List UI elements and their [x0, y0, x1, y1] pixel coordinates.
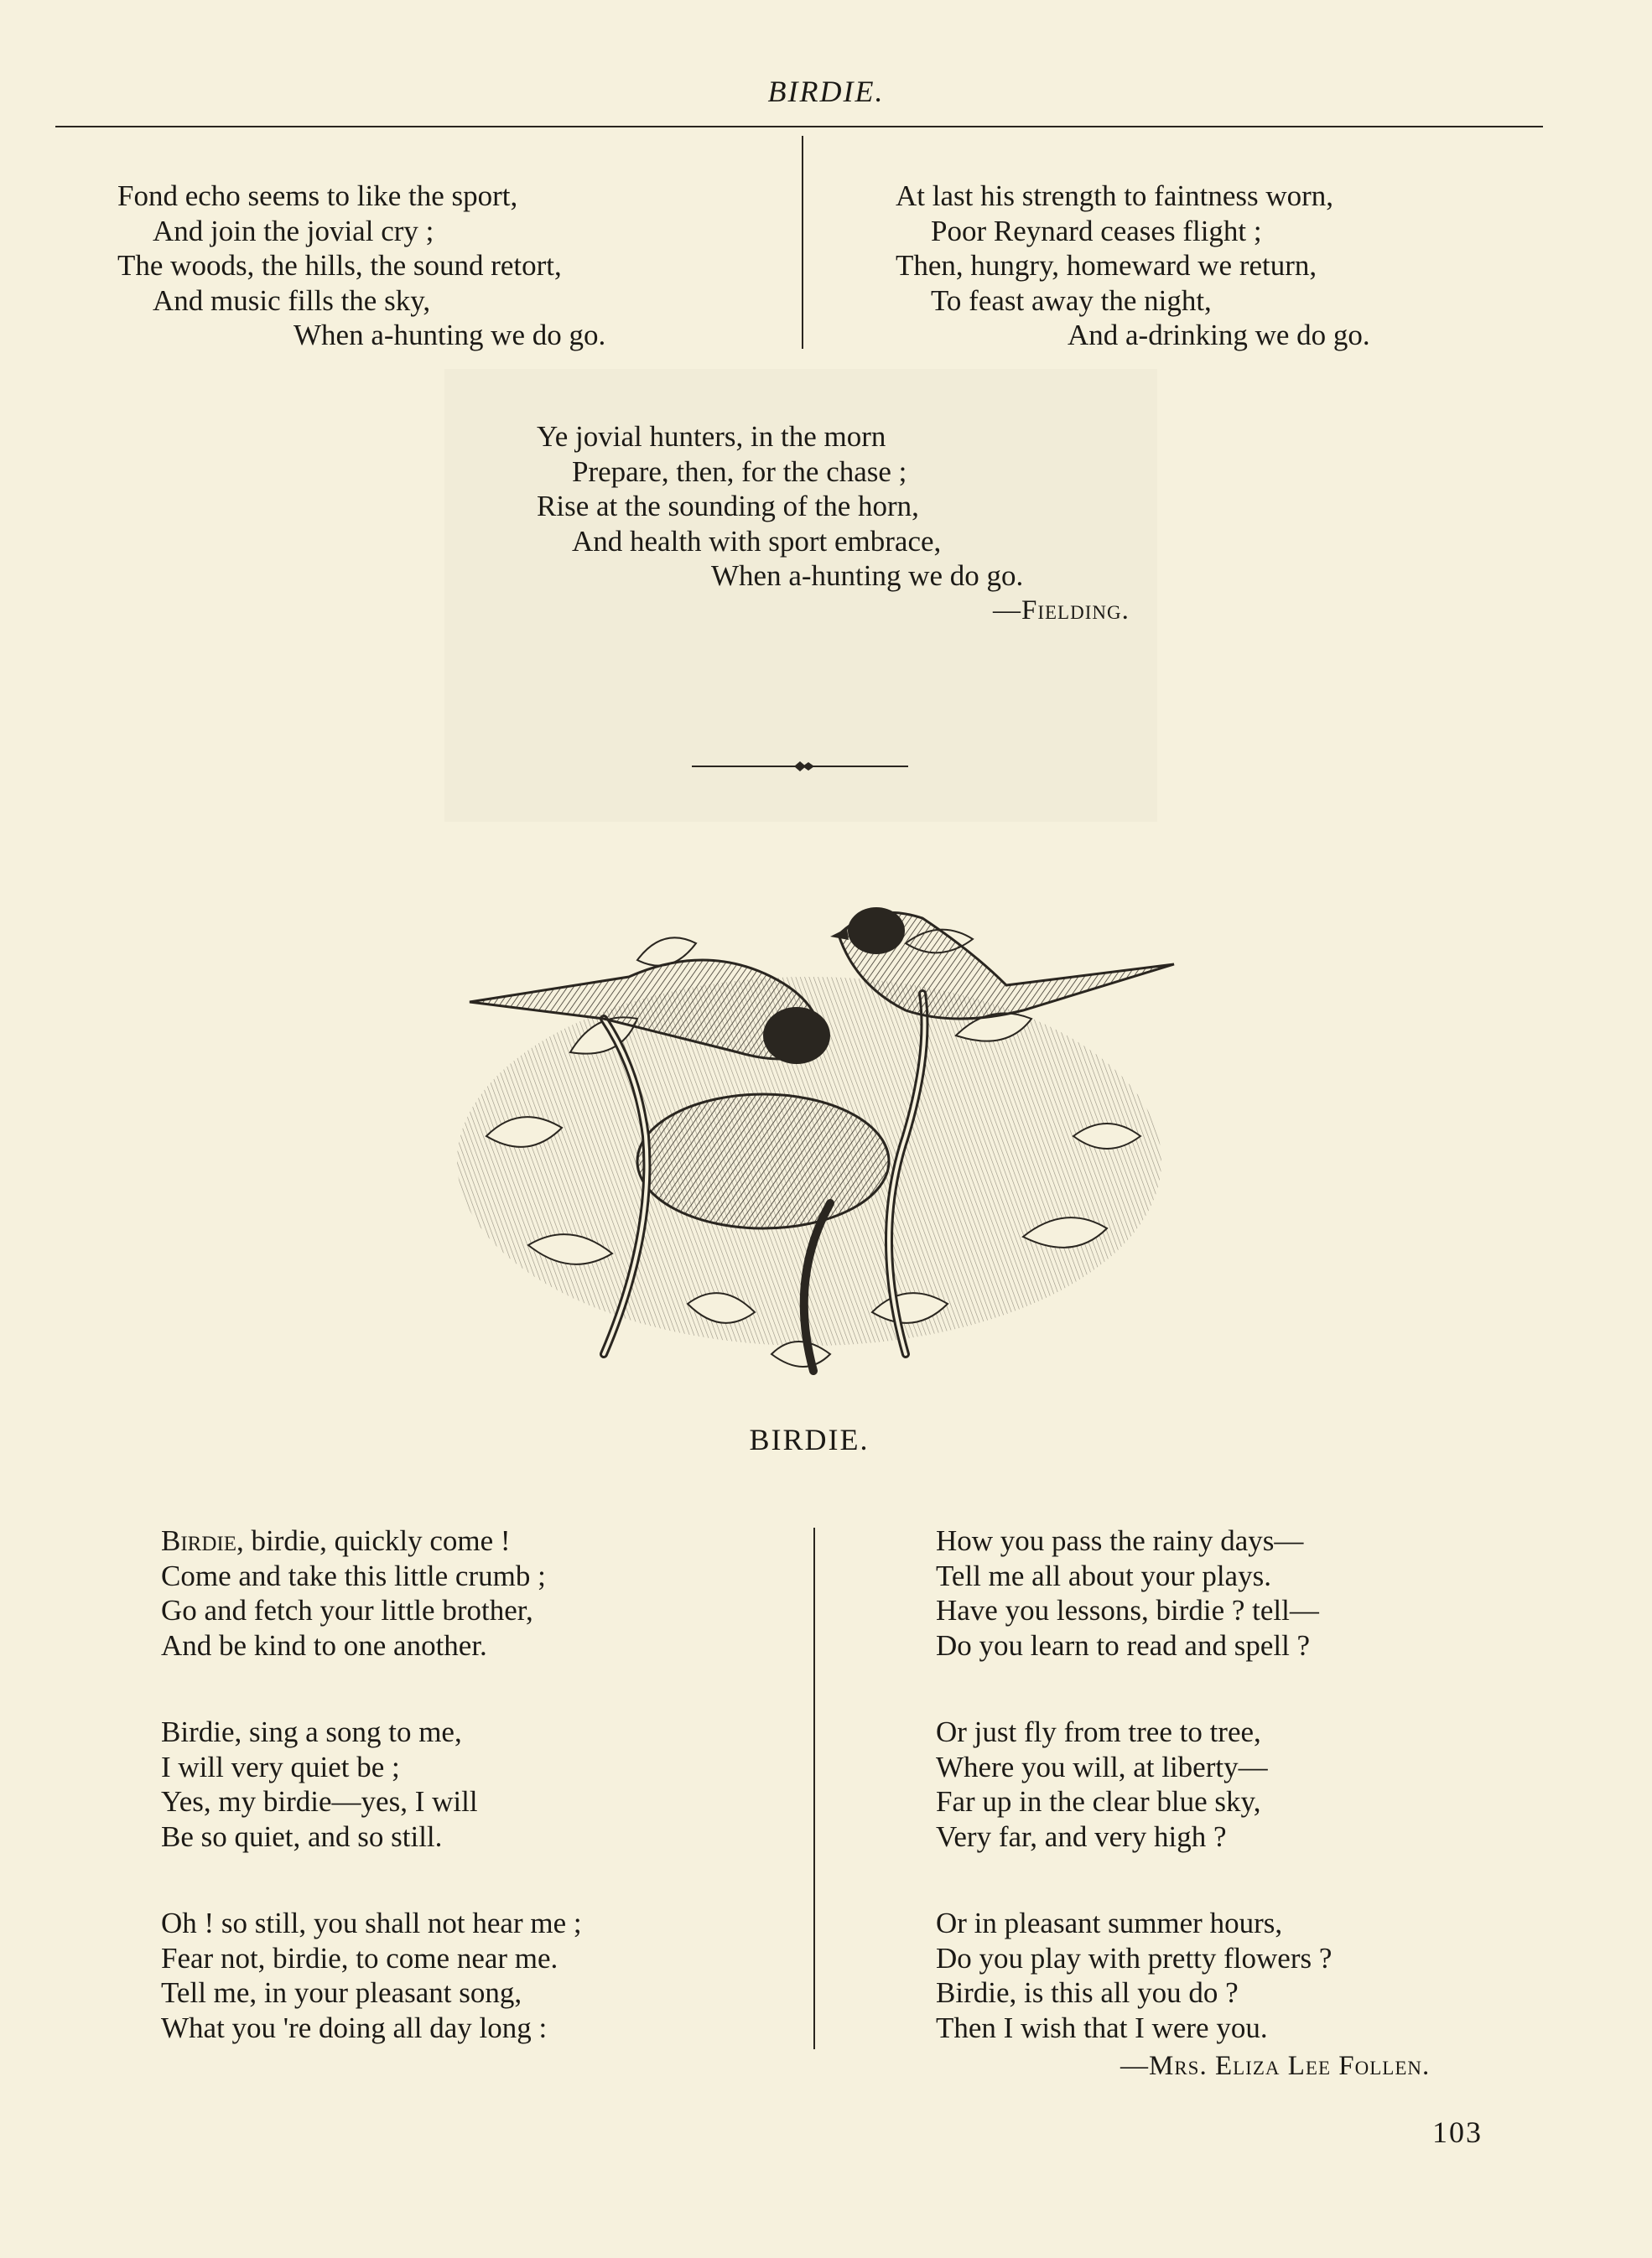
stanza-1 — [161, 1524, 582, 1663]
verse-line: And health with sport embrace, — [572, 524, 942, 558]
verse-line: Have you lessons, birdie ? tell— — [936, 1594, 1319, 1627]
birdie-attribution: —Mrs. Eliza Lee Follen. — [1120, 2051, 1431, 2081]
verse-line: Where you will, at liberty— — [936, 1750, 1268, 1783]
verse-line: Do you play with pretty flowers ? — [936, 1941, 1333, 1975]
verse-line: Tell me all about your plays. — [936, 1559, 1271, 1592]
stanza-5 — [936, 1715, 1332, 1854]
birdie-right-column — [936, 1524, 1332, 2045]
verse-line: The woods, the hills, the sound retort, — [117, 249, 562, 282]
verse-line: When a-hunting we do go. — [711, 559, 1024, 592]
verse-line: And music fills the sky, — [153, 283, 431, 317]
verse-line: Yes, my birdie—yes, I will — [161, 1785, 478, 1818]
birds-in-nest-icon — [436, 885, 1182, 1388]
verse-line: Poor Reynard ceases flight ; — [931, 214, 1262, 247]
verse-line: Or in pleasant summer hours, — [936, 1907, 1283, 1939]
verse-line: To feast away the night, — [931, 283, 1212, 317]
section-ornament — [692, 758, 908, 775]
stanza-4 — [936, 1524, 1332, 1663]
verse-line: And join the jovial cry ; — [153, 214, 434, 247]
verse-line: I will very quiet be ; — [161, 1750, 400, 1783]
verse-line: Do you learn to read and spell ? — [936, 1628, 1311, 1662]
stanza-2 — [161, 1715, 582, 1854]
verse-line: Be so quiet, and so still. — [161, 1819, 443, 1853]
birdie-left-column — [161, 1524, 582, 2045]
verse-line: What you 're doing all day long : — [161, 2011, 548, 2044]
first-word: Birdie, — [161, 1524, 244, 1557]
verse-line: At last his strength to faintness worn, — [896, 179, 1334, 212]
verse-line: Far up in the clear blue sky, — [936, 1785, 1261, 1818]
verse-line: Fear not, birdie, to come near me. — [161, 1941, 558, 1975]
hunting-center-stanza — [537, 419, 1023, 594]
verse-line: Go and fetch your little brother, — [161, 1594, 533, 1627]
verse-line: And a-drinking we do go. — [1068, 319, 1370, 351]
verse-line: Then, hungry, homeward we return, — [896, 249, 1317, 282]
verse-line: Tell me, in your pleasant song, — [161, 1976, 522, 2009]
verse-line: Rise at the sounding of the horn, — [537, 490, 919, 522]
page-number: 103 — [1432, 2115, 1483, 2149]
column-divider-top — [802, 136, 803, 349]
verse-line: Or just fly from tree to tree, — [936, 1716, 1261, 1748]
verse-line: And be kind to one another. — [161, 1628, 487, 1662]
poem-title: BIRDIE. — [749, 1423, 870, 1456]
verse-line: Birdie, sing a song to me, — [161, 1716, 462, 1748]
stanza-3 — [161, 1906, 582, 2045]
hunting-attribution: —Fielding. — [993, 595, 1130, 625]
verse-line: Oh ! so still, you shall not hear me ; — [161, 1907, 582, 1939]
running-head: BIRDIE. — [767, 75, 885, 108]
verse-line: Fond echo seems to like the sport, — [117, 179, 518, 212]
stanza-6 — [936, 1906, 1332, 2045]
verse-line: Birdie, is this all you do ? — [936, 1976, 1239, 2009]
verse-line: How you pass the rainy days— — [936, 1524, 1304, 1557]
hunting-right-stanza — [896, 179, 1370, 353]
verse-line: Then I wish that I were you. — [936, 2011, 1268, 2044]
column-divider-bottom — [813, 1528, 815, 2049]
verse-line: Birdie, birdie, quickly come ! — [161, 1524, 511, 1557]
hunting-left-stanza — [117, 179, 605, 353]
verse-line: Very far, and very high ? — [936, 1819, 1227, 1853]
verse-line: Ye jovial hunters, in the morn — [537, 420, 886, 453]
verse-line: When a-hunting we do go. — [294, 319, 606, 351]
verse-line: Prepare, then, for the chase ; — [572, 454, 907, 488]
verse-line: Come and take this little crumb ; — [161, 1559, 546, 1592]
header-rule — [55, 126, 1543, 127]
